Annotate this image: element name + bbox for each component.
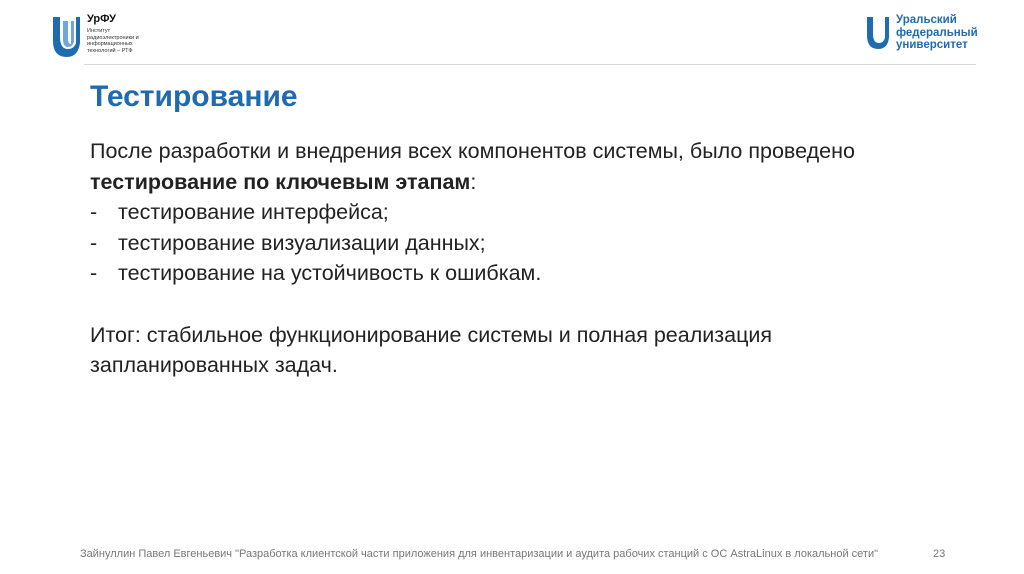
page-number: 23 <box>933 548 946 560</box>
university-name <box>896 14 978 52</box>
list-item <box>90 197 950 228</box>
slide-title: Тестирование <box>90 80 298 113</box>
university-name-line-2: федеральный <box>896 26 978 39</box>
list-item-text: тестирование интерфейса; <box>118 200 389 225</box>
list-item-text: тестирование визуализации данных; <box>118 230 486 255</box>
list-dash: - <box>90 200 98 225</box>
list-dash: - <box>90 230 98 255</box>
list-item <box>90 228 950 259</box>
result-text: : стабильное функционирование системы и полная реализация запланированных задач. <box>90 322 773 378</box>
urfu-u-icon <box>866 16 890 50</box>
urfu-mark-icon <box>51 15 81 59</box>
urfu-logo <box>866 14 986 54</box>
header-divider <box>84 64 976 65</box>
intro-text: После разработки и внедрения всех компонентов системы, было проведено <box>90 139 855 163</box>
footer-text: Зайнуллин Павел Евгеньевич "Разработка клиентской части приложения для инвентаризации и аудита рабочих станций с ОС AstraLinux в локальной сети" <box>80 548 879 560</box>
result-paragraph <box>90 320 950 381</box>
intro-bold-text: тестирование по ключевым этапам <box>90 169 471 194</box>
urfu-rtf-logo <box>51 13 151 61</box>
intro-paragraph <box>90 136 950 197</box>
slide-body <box>90 136 950 381</box>
result-label: Итог <box>90 322 135 347</box>
list-item-text: тестирование на устойчивость к ошибкам. <box>118 261 542 286</box>
university-name-line-1: Уральский <box>896 14 957 26</box>
university-name-line-3: университет <box>896 39 968 51</box>
left-brand: УрФУ <box>87 13 116 25</box>
institute-name: Институт радиоэлектроники и информационных технологий – РТФ <box>87 28 139 54</box>
list-dash: - <box>90 261 98 286</box>
list-item <box>90 258 950 289</box>
intro-colon: : <box>470 169 477 194</box>
